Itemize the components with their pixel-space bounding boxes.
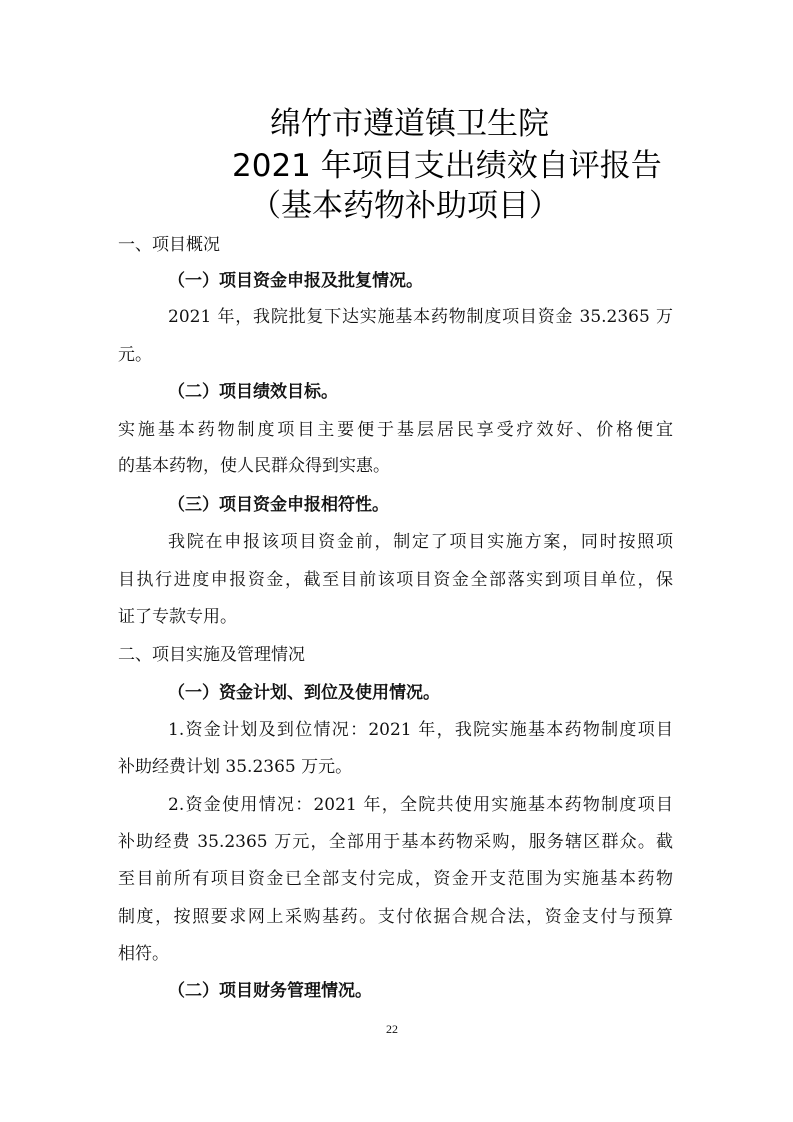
paragraph-line: 我院在申报该项目资金前，制定了项目实施方案，同时按照项 [168, 532, 673, 552]
paragraph-line: 1.资金计划及到位情况：2021 年，我院实施基本药物制度项目 [168, 720, 673, 740]
paragraph-line: 2.资金使用情况：2021 年，全院共使用实施基本药物制度项目 [168, 795, 673, 815]
paragraph-line: 相符。 [118, 944, 169, 964]
page-number: 22 [386, 1022, 398, 1036]
paragraph-line: 制度，按照要求网上采购基药。支付依据合规合法，资金支付与预算 [118, 907, 673, 927]
paragraph-line: 的基本药物，使人民群众得到实惠。 [118, 456, 390, 476]
section-2-sub-1-heading: （一）资金计划、到位及使用情况。 [168, 683, 440, 703]
paragraph-line: 补助经费计划 35.2365 万元。 [118, 757, 353, 777]
paragraph-line: 元。 [118, 345, 152, 365]
paragraph-line: 补助经费 35.2365 万元，全部用于基本药物采购，服务辖区群众。截 [118, 832, 673, 852]
paragraph-line: 证了专款专用。 [118, 607, 237, 627]
paragraph-line: 目执行进度申报资金，截至目前该项目资金全部落实到项目单位，保 [118, 570, 673, 590]
paragraph-line: 至目前所有项目资金已全部支付完成，资金开支范围为实施基本药物 [118, 869, 673, 889]
section-1-sub-1-heading: （一）项目资金申报及批复情况。 [168, 271, 423, 291]
section-2-sub-2-heading: （二）项目财务管理情况。 [168, 981, 372, 1001]
section-2-heading: 二、项目实施及管理情况 [118, 645, 305, 665]
title-line-1: 绵竹市遵道镇卫生院 [270, 106, 549, 142]
section-1-sub-2-heading: （二）项目绩效目标。 [168, 382, 338, 402]
section-1-heading: 一、项目概况 [118, 235, 220, 255]
section-1-sub-3-heading: （三）项目资金申报相符性。 [168, 495, 389, 515]
paragraph-line: 实施基本药物制度项目主要便于基层居民享受疗效好、价格便宜 [118, 420, 673, 440]
paragraph-line: 2021 年，我院批复下达实施基本药物制度项目资金 35.2365 万 [168, 307, 673, 327]
title-line-3: （基本药物补助项目） [250, 188, 560, 224]
title-line-2: 2021 年项目支出绩效自评报告 [232, 148, 662, 184]
